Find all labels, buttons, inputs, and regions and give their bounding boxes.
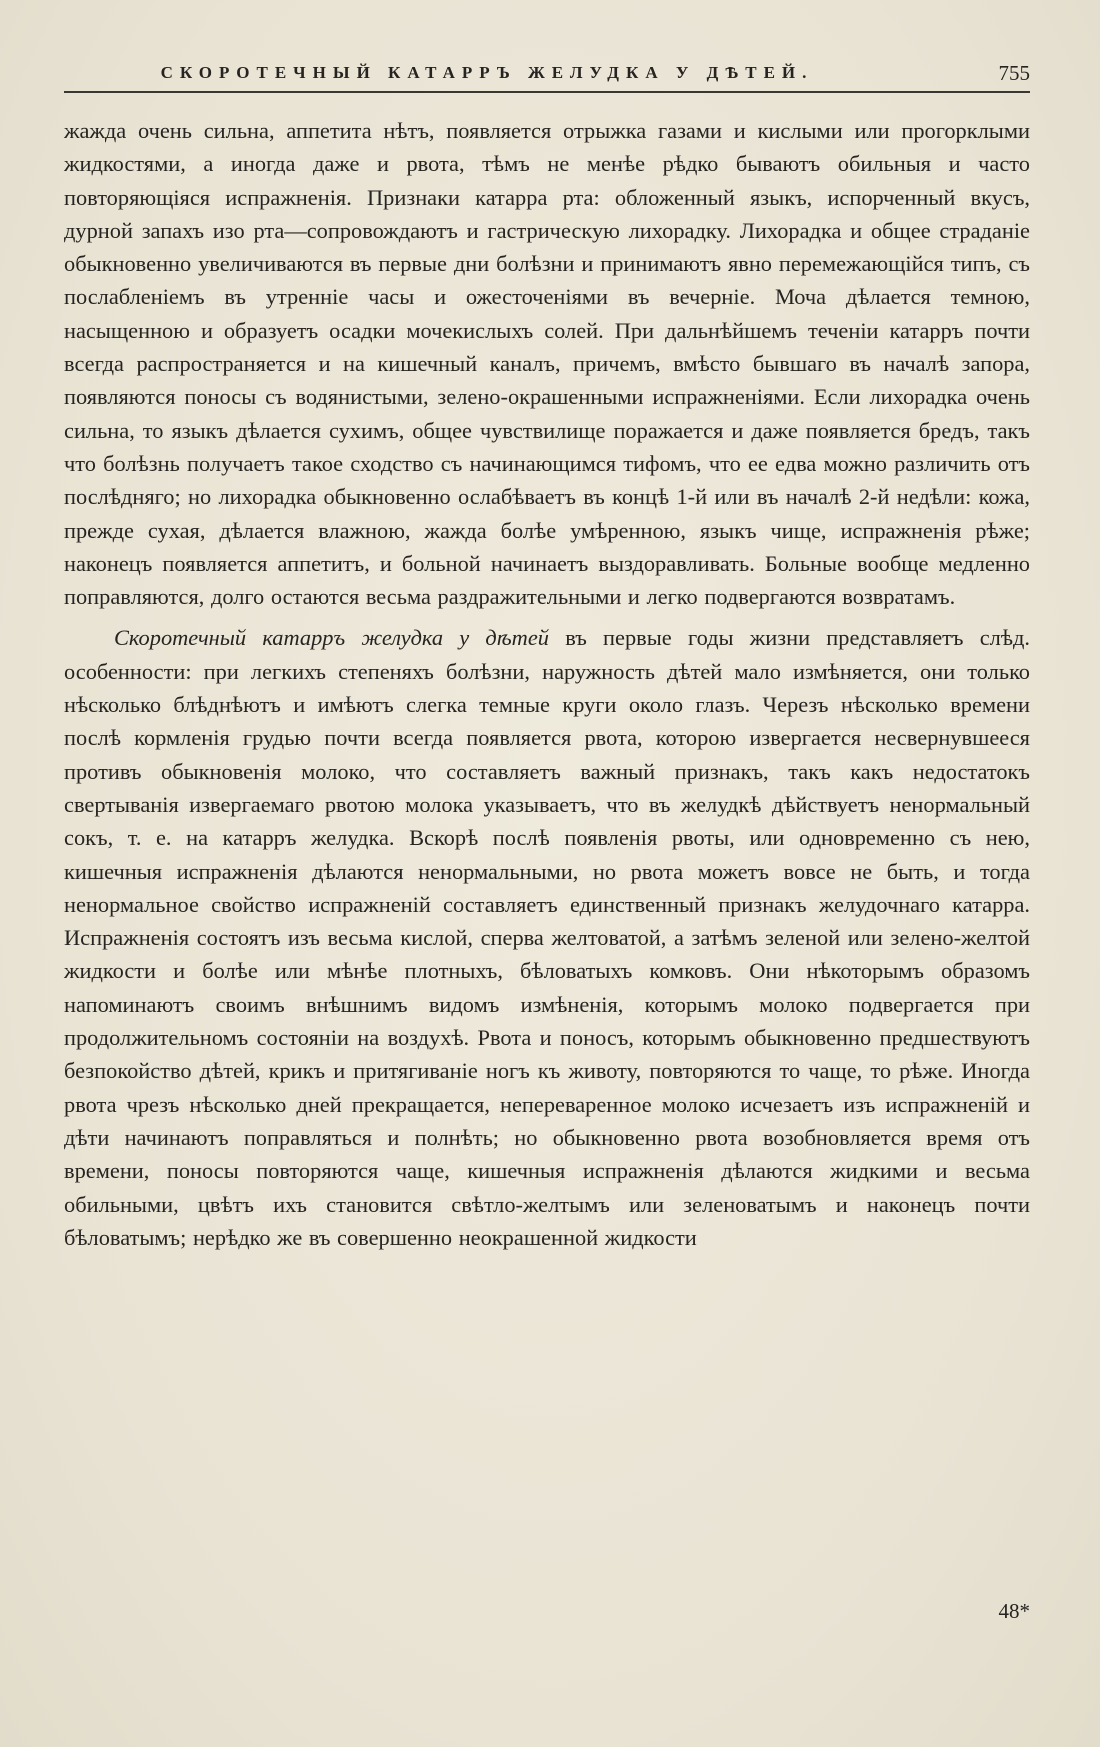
body-text [64, 114, 1030, 1254]
signature-mark: 48* [998, 1599, 1030, 1623]
header-rule [64, 91, 1030, 93]
paragraph-2-italic-lead: Скоротечный катарръ желудка у дѣтей [114, 625, 549, 651]
paragraph-1: жажда очень сильна, аппетита нѣтъ, появляется отрыжка газами и кислыми или прогорклыми жидкостями, а иногда даже и рвота, тѣмъ не менѣе рѣдко бываютъ обильныя и часто повторяющіяся испражненія. Признаки катарра рта: обложенный языкъ, испорченный вкусъ, дурной запахъ изо рта—сопровождаютъ и гастрическую лихорадку. Лихорадка и общее страданіе обыкновенно увеличиваются въ первые дни болѣзни и принимаютъ явно перемежающійся типъ, съ послабленіемъ въ утренніе часы и ожесточеніями въ вечерніе. Моча дѣлается темною, насыщенною и образуетъ осадки мочекислыхъ солей. При дальнѣйшемъ теченіи катарръ почти всегда распространяется и на кишечный каналъ, причемъ, вмѣсто бывшаго въ началѣ запора, появляются поносы съ водянистыми, зелено-окрашенными испражненіями. Если лихорадка очень сильна, то языкъ дѣлается сухимъ, общее чувствилище поражается и даже появляется бредъ, такъ что болѣзнь получаетъ такое сходство съ начинающимся тифомъ, что ее едва можно различить отъ послѣдняго; но лихорадка обыкновенно ослабѣваетъ въ концѣ 1-й или въ началѣ 2-й недѣли: кожа, прежде сухая, дѣлается влажною, жажда болѣе умѣренною, языкъ чище, испражненія рѣже; наконецъ появляется аппетитъ, и больной начинаетъ выздоравливать. Больные вообще медленно поправляются, долго остаются весьма раздражительными и легко подвергаются возвратамъ. [64, 118, 1030, 610]
running-title: СКОРОТЕЧНЫЙ КАТАРРЪ ЖЕЛУДКА У ДѢТЕЙ. [160, 63, 814, 82]
running-head [64, 58, 1030, 88]
paragraph-2-text: въ первые годы жизни представляетъ слѣд. особенности: при легкихъ степеняхъ болѣзни, наружность дѣтей мало измѣняется, они только нѣсколько блѣднѣютъ и имѣютъ слегка темные круги около глазъ. Черезъ нѣсколько времени послѣ кормленія грудью почти всегда появляется рвота, которою извергается несвернувшееся противъ обыкновенія молоко, что составляетъ важный признакъ, такъ какъ недостатокъ свертыванія извергаемаго рвотою молока указываетъ, что въ желудкѣ дѣйствуетъ ненормальный сокъ, т. е. на катарръ желудка. Вскорѣ послѣ появленія рвоты, или одновременно съ нею, кишечныя испражненія дѣлаются ненормальными, но рвота можетъ вовсе не быть, и тогда ненормальное свойство испражненій составляетъ единственный признакъ желудочнаго катарра. Испражненія состоятъ изъ весьма кислой, сперва желтоватой, а затѣмъ зеленой или зелено-желтой жидкости и болѣе или мѣнѣе плотныхъ, бѣловатыхъ комковъ. Они нѣкоторымъ образомъ напоминаютъ своимъ внѣшнимъ видомъ измѣненія, которымъ молоко подвергается при продолжительномъ состояніи на воздухѣ. Рвота и поносъ, которымъ обыкновенно предшествуютъ безпокойство дѣтей, крикъ и притягиваніе ногъ къ животу, повторяются то чаще, то рѣже. Иногда рвота чрезъ нѣсколько дней прекращается, непереваренное молоко исчезаетъ изъ испражненій и дѣти начинаютъ поправляться и полнѣть; но обыкновенно рвота возобновляется время отъ времени, поносы повторяются чаще, кишечныя испражненія дѣлаются жидкими и весьма обильными, цвѣтъ ихъ становится свѣтло-желтымъ или зеленоватымъ и наконецъ почти бѣловатымъ; нерѣдко же въ совершенно неокрашенной жидкости [64, 625, 1030, 1250]
paragraph-2 [64, 621, 1030, 1254]
page-number: 755 [998, 61, 1030, 85]
